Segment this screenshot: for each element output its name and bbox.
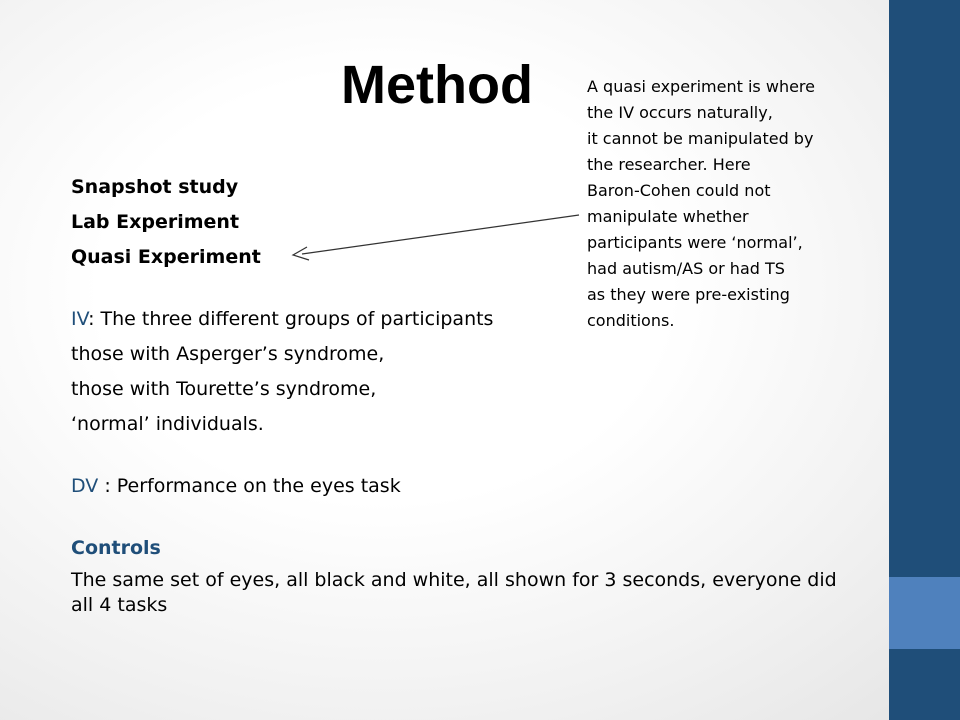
note-line: the IV occurs naturally,	[587, 103, 773, 122]
note-line: had autism/AS or had TS	[587, 259, 785, 278]
controls-text: The same set of eyes, all black and white, all shown for 3 seconds, everyone did all 4 tasks	[71, 569, 837, 616]
decorative-band-bottom	[889, 649, 960, 720]
note-line: participants were ‘normal’,	[587, 233, 803, 252]
decorative-band-top	[889, 0, 960, 577]
dv-line	[71, 471, 861, 506]
design-type-snapshot: Snapshot study	[71, 176, 239, 198]
design-type-lab: Lab Experiment	[71, 211, 240, 233]
slide-title: Method	[341, 55, 533, 115]
note-line: it cannot be manipulated by	[587, 129, 814, 148]
spacer	[71, 444, 861, 471]
note-line: A quasi experiment is where	[587, 77, 815, 96]
decorative-band-middle	[889, 577, 960, 649]
dv-label: DV	[71, 475, 99, 497]
controls-heading: Controls	[71, 537, 161, 559]
design-type-quasi: Quasi Experiment	[71, 246, 261, 268]
note-line: conditions.	[587, 311, 675, 330]
note-line: as they were pre-existing	[587, 285, 790, 304]
iv-group-asperger: those with Asperger’s syndrome,	[71, 343, 385, 365]
note-line: the researcher. Here	[587, 155, 751, 174]
quasi-experiment-note	[587, 74, 877, 334]
iv-label: IV	[71, 308, 89, 330]
dv-text: : Performance on the eyes task	[98, 475, 401, 497]
note-line: manipulate whether	[587, 207, 749, 226]
spacer	[71, 506, 861, 533]
note-line: Baron-Cohen could not	[587, 181, 771, 200]
iv-group-tourette: those with Tourette’s syndrome,	[71, 378, 377, 400]
iv-group-normal: ‘normal’ individuals.	[71, 413, 264, 435]
iv-text: : The three different groups of participants	[88, 308, 494, 330]
